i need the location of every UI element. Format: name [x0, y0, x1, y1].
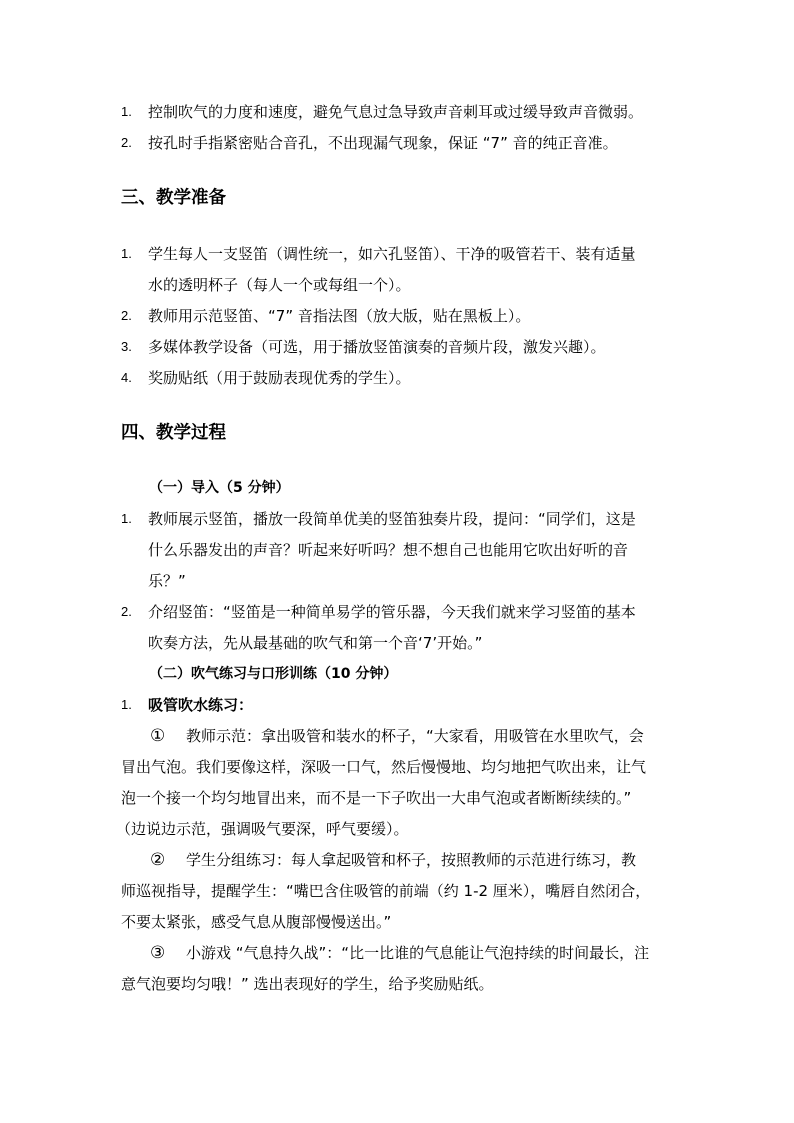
step-text: 师巡视指导，提醒学生：“嘴巴含住吸管的前端（约 1-2 厘米），嘴唇自然闭合，: [121, 882, 651, 900]
list-text: 控制吹气的力度和速度，避免气息过急导致声音刺耳或过缓导致声音微弱。: [148, 103, 644, 121]
step-text: 不要太紧张，感受气息从腹部慢慢送出。”: [121, 913, 392, 931]
list-text: 多媒体教学设备（可选，用于播放竖笛演奏的音频片段，激发兴趣）。: [148, 338, 606, 356]
subsection-heading-intro: （一）导入（5 分钟）: [149, 480, 290, 496]
step-text: 小游戏 “气息持久战”：“比一比谁的气息能让气泡持续的时间最长，注: [186, 944, 650, 962]
list-number: 1.: [121, 104, 132, 119]
step-text: 学生分组练习：每人拿起吸管和杯子，按照教师的示范进行练习，教: [186, 851, 637, 869]
step-text: 冒出气泡。我们要像这样，深吸一口气，然后慢慢地、均匀地把气吹出来，让气: [121, 758, 647, 776]
step-marker: ②: [150, 850, 166, 870]
list-number: 1.: [121, 697, 132, 712]
list-number: 4.: [121, 370, 132, 385]
list-text: 教师展示竖笛，播放一段简单优美的竖笛独奏片段，提问：“同学们，这是: [148, 510, 636, 528]
list-text: 按孔时手指紧密贴合音孔，不出现漏气现象，保证 “7” 音的纯正音准。: [148, 134, 618, 152]
list-title: 吸管吹水练习：: [148, 696, 254, 714]
step-text: 意气泡要均匀哦！” 选出表现好的学生，给予奖励贴纸。: [121, 975, 494, 993]
list-number: 1.: [121, 511, 132, 526]
list-text: 什么乐器发出的声音？听起来好听吗？想不想自己也能用它吹出好听的音: [148, 541, 629, 559]
list-text: 介绍竖笛：“竖笛是一种简单易学的管乐器，今天我们就来学习竖笛的基本: [148, 603, 636, 621]
step-marker: ①: [150, 726, 166, 746]
list-number: 1.: [121, 246, 132, 261]
list-text: 水的透明杯子（每人一个或每组一个）。: [148, 276, 411, 294]
step-text: 泡一个接一个均匀地冒出来，而不是一下子吹出一大串气泡或者断断续续的。”: [121, 789, 632, 807]
subsection-heading-breathing: （二）吹气练习与口形训练（10 分钟）: [149, 666, 398, 682]
list-text: 奖励贴纸（用于鼓励表现优秀的学生）。: [148, 369, 411, 387]
section-heading-process: 四、教学过程: [121, 423, 226, 443]
list-text: 教师用示范竖笛、“7” 音指法图（放大版，贴在黑板上）。: [148, 307, 531, 325]
list-text: 学生每人一支竖笛（调性统一，如六孔竖笛）、干净的吸管若干、装有适量: [148, 245, 636, 263]
section-heading-preparation: 三、教学准备: [121, 188, 226, 208]
list-number: 3.: [121, 339, 132, 354]
step-marker: ③: [150, 943, 166, 963]
list-number: 2.: [121, 604, 132, 619]
list-text: 乐？”: [148, 572, 186, 590]
list-number: 2.: [121, 308, 132, 323]
list-text: 吹奏方法，先从最基础的吹气和第一个音‘7’开始。”: [148, 634, 483, 652]
step-text: 教师示范：拿出吸管和装水的杯子，“大家看，用吸管在水里吹气，会: [186, 727, 644, 745]
step-text: （边说边示范，强调吸气要深，呼气要缓）。: [116, 820, 409, 838]
list-number: 2.: [121, 135, 132, 150]
